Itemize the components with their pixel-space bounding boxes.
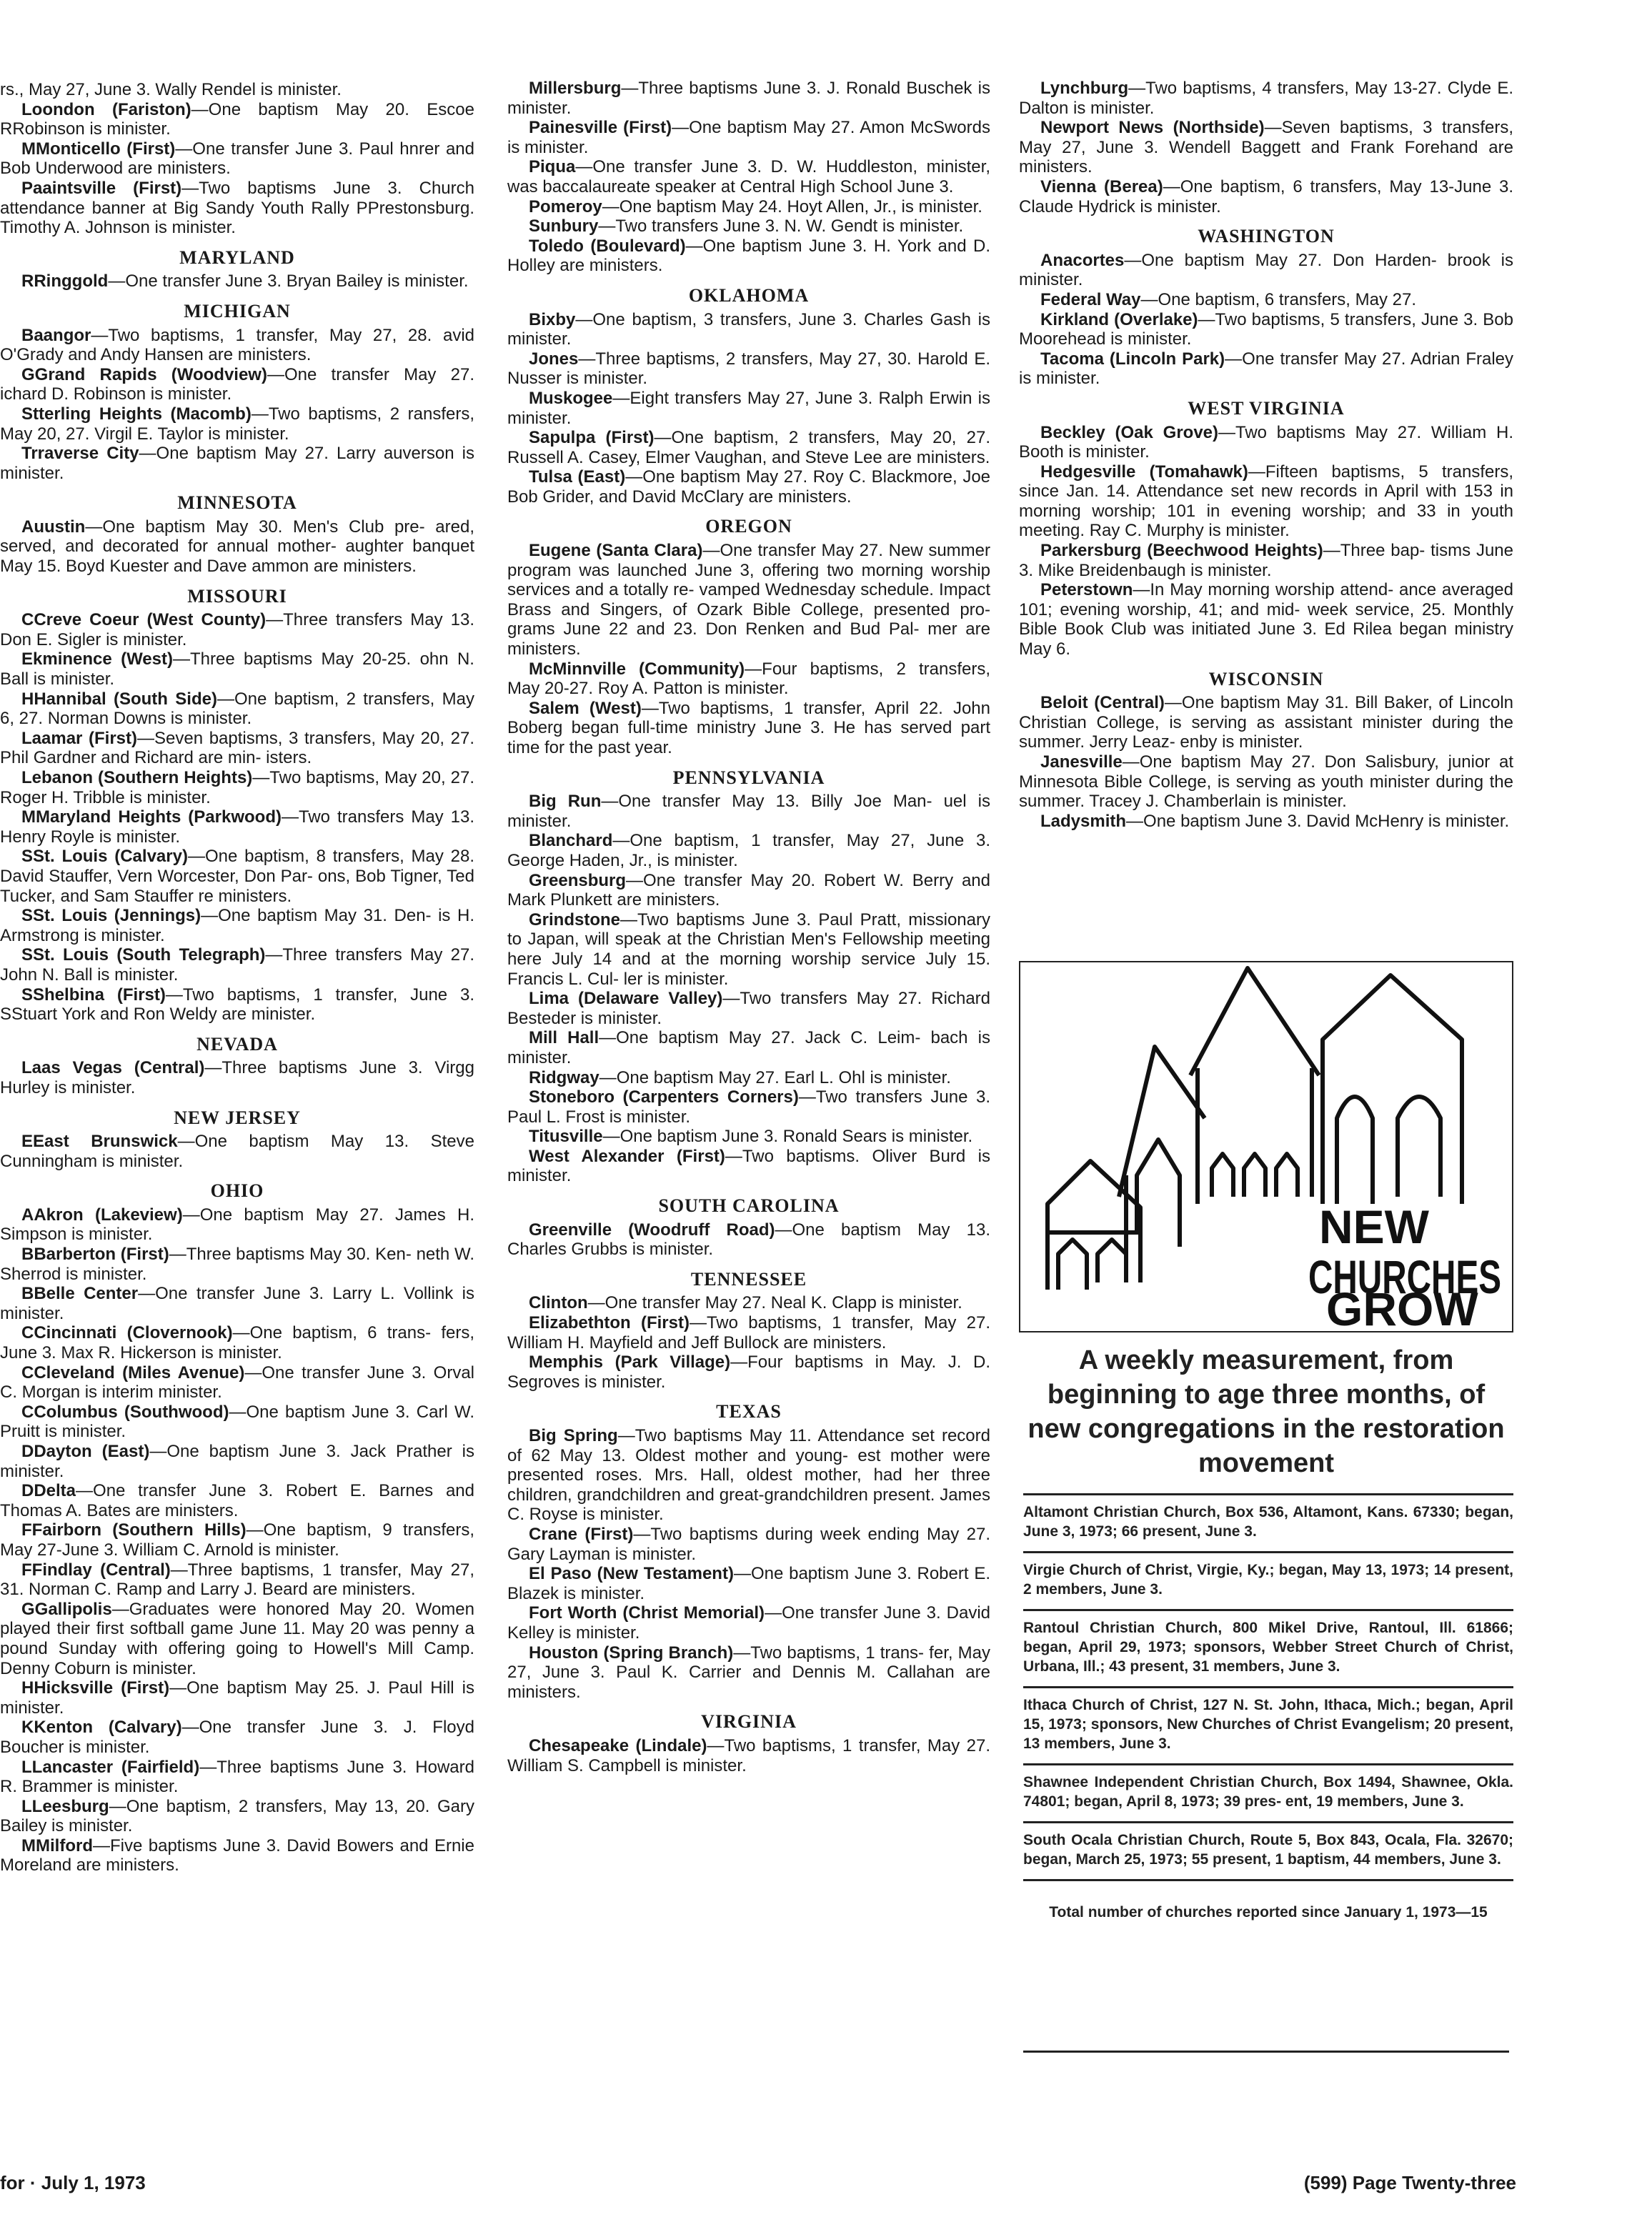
church-report [1019, 580, 1513, 659]
report-text: —One baptism June 3. Carl W. Pruitt is minister. [0, 1402, 474, 1442]
report-text: —One baptism, 6 trans- fers, June 3. Max R. Hickerson is minister. [0, 1323, 475, 1363]
church-report [507, 1087, 990, 1127]
church-name: DDelta [21, 1481, 76, 1501]
church-report [1019, 251, 1513, 290]
church-report [0, 1836, 474, 1875]
church-name: Ekminence (West) [21, 649, 173, 669]
church-report [0, 1363, 474, 1403]
church-report [0, 610, 474, 649]
church-name: Ridgway [529, 1067, 599, 1087]
report-text: —Graduates were honored May 20. Women played their first softball game June 11. May 20 was penny a pound Sunday with offering going to Howell's Mill Camp. Denny Coburn is minister. [0, 1599, 474, 1678]
report-text: —One baptism June 3. David McHenry is minister. [1126, 811, 1510, 831]
state-heading: TENNESSEE [690, 1268, 807, 1290]
state-heading: OHIO [210, 1180, 264, 1202]
report-text: —Three baptisms, 1 transfer, May 27, 31. Norman C. Ramp and Larry J. Beard are ministers. [0, 1560, 474, 1600]
listing-item: Virgie Church of Christ, Virgie, Ky.; began, May 13, 1973; 14 present, 2 members, June 3. [1023, 1551, 1513, 1609]
graphic-text-grow: GROW [1326, 1282, 1478, 1332]
church-name: SShelbina (First) [21, 985, 166, 1005]
church-name: Sapulpa (First) [529, 428, 655, 448]
church-name: Pomeroy [529, 196, 602, 216]
report-text: —Two baptisms, 2 ransfers, May 20, 27. Virgil E. Taylor is minister. [0, 404, 475, 444]
report-text: —One baptism May 27. Jack C. Leim- bach is minister. [507, 1028, 990, 1067]
church-report [0, 1284, 474, 1323]
church-report [0, 1678, 474, 1718]
report-text: —Three transfers May 13. Don E. Sigler is minister. [0, 610, 475, 649]
church-report [0, 1520, 474, 1560]
church-report [1019, 79, 1513, 118]
church-report [0, 1245, 474, 1284]
report-text: —Two baptisms, 5 transfers, June 3. Bob Moorehead is minister. [1019, 309, 1513, 349]
church-name: West Alexander (First) [529, 1146, 725, 1166]
report-text: —One transfer May 27. New summer program was launched June 3, offering two morning worship services and a totally re- vamped Wednesday schedule. Impact Brass and Singers, of Ozark Bible College, presented pro- grams June 22 and 23. Don Renken and Bud Pal- mer are ministers. [507, 541, 990, 659]
church-name: Muskogee [529, 388, 613, 408]
church-name: Fort Worth (Christ Memorial) [529, 1603, 765, 1623]
church-name: Painesville (First) [529, 118, 672, 138]
church-name: Beloit (Central) [1040, 693, 1165, 713]
report-text: —One baptism May 30. Men's Club pre- ared, served, and decorated for annual mother- aughter banquet May 15. Boyd Kuester and Dave ammon are ministers. [0, 517, 474, 577]
church-report [507, 659, 990, 699]
church-report [0, 1403, 474, 1442]
church-report [0, 1058, 474, 1097]
report-text: —Fifteen baptisms, 5 transfers, since Jan. 14. Attendance set new records in April with 153 in morning worship; 101 in evening worship; and 33 in youth meeting. Ray C. Murphy is minister. [1019, 462, 1513, 541]
report-text: —One baptism May 25. J. Paul Hill is minister. [0, 1678, 474, 1718]
church-report [0, 649, 474, 689]
church-name: Laamar (First) [21, 728, 138, 748]
column-middle [507, 79, 990, 1775]
report-text: —Two baptisms May 27. William H. Booth is minister. [1019, 422, 1513, 462]
report-text: —One baptism June 3. H. York and D. Holley are ministers. [507, 236, 990, 276]
church-name: Eugene (Santa Clara) [529, 541, 703, 561]
report-text: —Two transfers May 27. Richard Besteder is minister. [507, 989, 991, 1028]
state-heading: PENNSYLVANIA [672, 767, 825, 788]
report-text: —One transfer May 13. Billy Joe Man- uel is minister. [507, 792, 990, 831]
church-name: CCincinnati (Clovernook) [21, 1323, 233, 1343]
church-report [0, 768, 474, 807]
church-report [0, 1560, 474, 1600]
church-report [0, 985, 474, 1025]
church-name: LLeesburg [21, 1796, 109, 1816]
state-heading: NEW JERSEY [174, 1107, 301, 1128]
report-text: —One transfer May 27. Neal K. Clapp is minister. [587, 1293, 962, 1313]
church-report [507, 236, 990, 276]
report-text: —In May morning worship attend- ance averaged 101; evening worship, 41; and mid- week service, 25. Monthly Bible Book Club was initiated June 3. Ed Rilea began ministry May 6. [1019, 580, 1513, 659]
report-text: —One baptism, 6 transfers, May 27. [1140, 289, 1416, 309]
graphic-text-new: NEW [1319, 1200, 1429, 1253]
church-report [507, 389, 990, 428]
church-name: Chesapeake (Lindale) [529, 1735, 707, 1755]
state-heading: VIRGINIA [701, 1711, 797, 1733]
church-report [507, 792, 990, 831]
church-name: Houston (Spring Branch) [529, 1643, 734, 1663]
report-text: —Two baptisms during week ending May 27. Gary Layman is minister. [507, 1524, 991, 1564]
report-text: —Two baptisms May 11. Attendance set record of 62 May 13. Oldest mother and young- est mother were presented roses. Mrs. Hall, oldest mother, had her three children, grandchildren and great-grandchildren present. James C. Royse is minister. [507, 1426, 990, 1525]
church-report [507, 871, 990, 910]
report-text: —One transfer June 3. David Kelley is minister. [507, 1603, 990, 1643]
church-report [0, 1797, 474, 1836]
church-name: Lynchburg [1040, 79, 1129, 98]
report-text: —Two baptisms June 3. Church attendance banner at Big Sandy Youth Rally PPrestonsburg. Timothy A. Johnson is minister. [0, 178, 474, 238]
church-name: MMaryland Heights (Parkwood) [21, 807, 282, 827]
report-text: —One baptism May 27. Roy C. Blackmore, Joe Bob Grider, and David McClary are ministers. [507, 467, 991, 507]
report-text: —One transfer May 20. Robert W. Berry and Mark Plunkett are ministers. [507, 870, 990, 910]
report-text: —One baptism June 3. Jack Prather is minister. [0, 1442, 474, 1481]
church-name: Vienna (Berea) [1040, 176, 1163, 196]
church-name: Titusville [529, 1127, 603, 1147]
church-name: CCreve Coeur (West County) [21, 610, 267, 630]
church-name: Piqua [529, 157, 576, 177]
report-text: —One baptism, 8 transfers, May 28. David Stauffer, Vern Worcester, Don Par- ons, Bob Tigner, Ted Tucker, and Sam Stauffer re ministers. [0, 847, 474, 906]
church-report [507, 1564, 990, 1603]
report-text: —Seven baptisms, 3 transfers, May 20, 27. Phil Gardner and Richard are min- isters. [0, 728, 474, 768]
church-report [0, 1718, 474, 1757]
church-name: Tacoma (Lincoln Park) [1040, 349, 1225, 369]
new-churches-grow-illustration [1019, 961, 1513, 1332]
church-report [507, 1736, 990, 1775]
church-name: SSt. Louis (Calvary) [21, 847, 188, 867]
report-text: —One baptism June 3. Ronald Sears is minister. [602, 1127, 973, 1147]
church-report [0, 271, 474, 292]
report-text: —One baptism May 31. Bill Baker, of Lincoln Christian College, is serving as assistant minister during the summer. Jerry Leaz- enby is minister. [1019, 693, 1514, 752]
church-name: Anacortes [1040, 250, 1125, 270]
state-heading: TEXAS [716, 1401, 782, 1423]
church-report [507, 428, 990, 467]
church-name: Loondon (Fariston) [21, 99, 191, 119]
church-report [1019, 349, 1513, 389]
report-text: —Two baptisms, 1 transfer, June 3. SStuart York and Ron Weldy are minister. [0, 985, 475, 1025]
report-text: —Two transfers June 3. N. W. Gendt is minister. [598, 216, 964, 236]
church-name: Greenville (Woodruff Road) [529, 1220, 775, 1240]
church-report [507, 1068, 990, 1088]
church-name: MMonticello (First) [21, 139, 176, 159]
church-report [1019, 310, 1513, 349]
report-text: —Two baptisms, 1 trans- fer, May 27, June 3. Paul K. Carrier and Dennis M. Callahan are ministers. [507, 1643, 990, 1702]
report-text: —Three baptisms June 3. J. Ronald Buschek is minister. [507, 79, 990, 118]
church-name: Parkersburg (Beechwood Heights) [1040, 541, 1323, 561]
state-heading: MICHIGAN [184, 300, 291, 322]
report-text: —One transfer June 3. Bryan Bailey is minister. [108, 271, 469, 292]
report-text: —Three transfers May 27. John N. Ball is minister. [0, 945, 474, 985]
state-heading: MISSOURI [187, 585, 287, 607]
report-text: —One baptism, 2 transfers, May 6, 27. Norman Downs is minister. [0, 689, 474, 729]
church-name: Federal Way [1040, 289, 1141, 309]
report-text: —Seven baptisms, 3 transfers, May 27, June 3. Wendell Baggett and Frank Forehand are ministers. [1019, 118, 1513, 177]
report-text: —Two baptisms, 1 transfer, May 27. William H. Mayfield and Jeff Bullock are ministers. [507, 1313, 990, 1352]
church-name: Mill Hall [529, 1028, 599, 1048]
church-report [507, 197, 990, 217]
church-report [507, 310, 990, 349]
report-text: —One transfer May 27. Adrian Fraley is minister. [1019, 349, 1514, 389]
report-text: —One baptism May 27. Amon McSwords is minister. [507, 118, 990, 157]
column-right [1019, 79, 1513, 831]
church-name: Janesville [1040, 752, 1123, 772]
state-heading: NEVADA [196, 1033, 278, 1055]
report-text: —One baptism May 27. Larry auverson is minister. [0, 444, 474, 483]
church-report [507, 699, 990, 758]
church-name: LLancaster (Fairfield) [21, 1757, 200, 1777]
new-church-listings [1023, 1493, 1513, 1922]
church-name: Memphis (Park Village) [529, 1352, 731, 1372]
state-heading: OKLAHOMA [688, 284, 810, 306]
church-name: Stoneboro (Carpenters Corners) [529, 1087, 799, 1107]
church-report [0, 179, 474, 238]
church-name: Bixby [529, 309, 576, 329]
report-text: —One baptism, 3 transfers, June 3. Charles Gash is minister. [507, 309, 990, 349]
church-report [1019, 118, 1513, 177]
report-text: —Two transfers June 3. Paul L. Frost is minister. [507, 1087, 990, 1127]
new-churches-tagline: A weekly measurement, from beginning to age three months, of new congregations in the restoration movement [1027, 1345, 1505, 1478]
report-text: —Three baptisms May 30. Ken- neth W. Sherrod is minister. [0, 1245, 475, 1284]
church-report [0, 1205, 474, 1245]
church-report [0, 1600, 474, 1678]
report-text: —Two baptisms, 1 transfer, April 22. John Boberg began full-time ministry June 3. He has served part time for the past year. [507, 698, 990, 757]
report-text: —Three baptisms June 3. Howard R. Brammer is minister. [0, 1757, 474, 1797]
church-name: Big Spring [529, 1426, 618, 1445]
church-name: Jones [529, 349, 579, 369]
church-report [507, 831, 990, 870]
church-name: Paaintsville (First) [21, 178, 182, 198]
church-report [0, 847, 474, 906]
report-text: —One transfer May 27. ichard D. Robinson is minister. [0, 364, 474, 404]
state-heading: WISCONSIN [1208, 668, 1324, 689]
state-heading: WASHINGTON [1198, 226, 1335, 247]
report-text: —Two baptisms, 1 transfer, May 27. William S. Campbell is minister. [507, 1735, 991, 1775]
church-name: El Paso (New Testament) [529, 1564, 734, 1584]
church-name: Peterstown [1040, 580, 1133, 600]
church-name: Baangor [21, 325, 91, 345]
report-text: —Three baptisms June 3. Virgg Hurley is minister. [0, 1058, 474, 1097]
church-name: Grindstone [529, 910, 621, 930]
church-report [0, 729, 474, 768]
church-name: Clinton [529, 1293, 588, 1313]
church-name: Millersburg [529, 79, 622, 98]
church-name: Lebanon (Southern Heights) [21, 768, 253, 787]
church-report [1019, 177, 1513, 216]
report-text: —One baptism May 13. Charles Grubbs is minister. [507, 1220, 990, 1260]
church-name: Newport News (Northside) [1040, 118, 1265, 138]
church-name: CColumbus (Southwood) [21, 1402, 229, 1422]
report-text: —Two baptisms, May 20, 27. Roger H. Tribble is minister. [0, 768, 474, 807]
church-report [0, 1481, 474, 1520]
report-text: —One baptism May 24. Hoyt Allen, Jr., is minister. [602, 196, 982, 216]
church-name: Laas Vegas (Central) [21, 1058, 205, 1078]
state-heading: OREGON [705, 516, 792, 537]
church-name: DDayton (East) [21, 1442, 150, 1461]
report-text: —One baptism June 3. Robert E. Blazek is minister. [507, 1564, 990, 1603]
church-report [0, 326, 474, 365]
church-report [0, 689, 474, 729]
footer-date: for · July 1, 1973 [0, 2172, 146, 2193]
church-report [507, 349, 990, 389]
church-report [507, 79, 990, 118]
church-name: Sunbury [529, 216, 599, 236]
report-text: —Eight transfers May 27, June 3. Ralph Erwin is minister. [507, 388, 990, 428]
church-name: Tulsa (East) [529, 467, 626, 487]
report-text: —One baptism May 27. James H. Simpson is minister. [0, 1205, 474, 1245]
church-report [507, 989, 990, 1028]
listing-item: Ithaca Church of Christ, 127 N. St. John, Ithaca, Mich.; began, April 15, 1973; sponsors, New Churches of Christ Evangelism; 20 present, 13 members, June 3. [1023, 1686, 1513, 1763]
church-name: Trraverse City [21, 444, 139, 464]
church-name: GGallipolis [21, 1599, 112, 1619]
church-name: Big Run [529, 792, 602, 812]
church-report [0, 807, 474, 847]
report-text: —One transfer June 3. Robert E. Barnes and Thomas A. Bates are ministers. [0, 1481, 474, 1520]
church-report [507, 1426, 990, 1525]
church-name: BBelle Center [21, 1284, 139, 1304]
report-text: —One transfer June 3. Orval C. Morgan is interim minister. [0, 1362, 475, 1403]
report-text: —One baptism May 27. Earl L. Ohl is minister. [599, 1067, 951, 1087]
report-text: —Five baptisms June 3. David Bowers and Ernie Moreland are ministers. [0, 1835, 474, 1875]
church-name: Stterling Heights (Macomb) [21, 404, 252, 424]
state-heading: WEST VIRGINIA [1188, 397, 1345, 419]
church-report [0, 444, 474, 483]
church-report [507, 1220, 990, 1260]
report-text: —One baptism May 13. Steve Cunningham is minister. [0, 1132, 474, 1171]
church-name: Lima (Delaware Valley) [529, 989, 723, 1009]
church-report [0, 1758, 474, 1797]
church-name: HHannibal (South Side) [21, 689, 217, 709]
state-heading: SOUTH CAROLINA [658, 1195, 840, 1217]
report-text: —One transfer June 3. J. Floyd Boucher is minister. [0, 1718, 474, 1757]
report-text: —One baptism May 20. Escoe RRobinson is minister. [0, 99, 474, 139]
report-text: —One baptism May 27. Don Harden- brook is minister. [1019, 250, 1513, 290]
church-report [507, 118, 990, 157]
church-name: Elizabethton (First) [529, 1313, 690, 1333]
church-name: CCleveland (Miles Avenue) [21, 1362, 245, 1382]
church-report [1019, 423, 1513, 462]
church-name: McMinnville (Community) [529, 659, 745, 679]
church-report [507, 541, 990, 659]
church-name: Salem (West) [529, 698, 642, 718]
church-report [1019, 541, 1513, 580]
church-name: SSt. Louis (South Telegraph) [21, 945, 266, 965]
report-text: —One baptism, 1 transfer, May 27, June 3. George Haden, Jr., is minister. [507, 831, 990, 870]
church-report [507, 467, 990, 507]
church-report [0, 139, 474, 179]
church-name: Auustin [21, 517, 86, 537]
church-name: Greensburg [529, 870, 627, 890]
graphic-text-churches: CHURCHES [1308, 1250, 1501, 1303]
church-report [507, 1147, 990, 1186]
report-text: —One baptism May 31. Den- is H. Armstrong is minister. [0, 906, 474, 945]
church-report [1019, 693, 1513, 752]
church-report [507, 1313, 990, 1352]
listing-item: Shawnee Independent Christian Church, Box 1494, Shawnee, Okla. 74801; began, April 8, 1973; 39 pres- ent, 19 members, June 3. [1023, 1763, 1513, 1821]
report-text: —Four baptisms, 2 transfers, May 20-27. Roy A. Patton is minister. [507, 659, 991, 699]
church-name: FFairborn (Southern Hills) [21, 1520, 247, 1540]
total-churches: Total number of churches reported since January 1, 1973—15 [1023, 1879, 1513, 1922]
report-text: —Four baptisms in May. J. D. Segroves is minister. [507, 1352, 991, 1392]
report-text: —Three baptisms May 20-25. ohn N. Ball is minister. [0, 649, 474, 689]
church-report [507, 1293, 990, 1313]
state-heading: MARYLAND [179, 246, 295, 268]
footer-page-number: (599) Page Twenty-three [1303, 2172, 1516, 2193]
church-report [0, 365, 474, 404]
church-report [0, 945, 474, 985]
church-report [1019, 752, 1513, 812]
report-text: —One baptism, 6 transfers, May 13-June 3. Claude Hydrick is minister. [1019, 176, 1513, 216]
church-name: KKenton (Calvary) [21, 1718, 182, 1738]
church-report [0, 1132, 474, 1171]
church-name: Crane (First) [529, 1524, 634, 1544]
report-text: —One transfer June 3. Paul hnrer and Bob Underwood are ministers. [0, 139, 474, 179]
church-report [1019, 462, 1513, 541]
church-report [507, 1352, 990, 1392]
report-text: —Two baptisms, 1 transfer, May 27, 28. avid O'Grady and Andy Hansen are ministers. [0, 325, 474, 365]
report-text: —One transfer June 3. Larry L. Vollink is minister. [0, 1284, 474, 1323]
church-name: Blanchard [529, 831, 613, 851]
church-name: AAkron (Lakeview) [21, 1205, 183, 1225]
church-report [0, 517, 474, 577]
report-continuation: rs., May 27, June 3. Wally Rendel is minister. [0, 80, 342, 99]
report-text: —One baptism, 9 transfers, May 27-June 3. William C. Arnold is minister. [0, 1520, 475, 1560]
report-text: —Three baptisms, 2 transfers, May 27, 30. Harold E. Nusser is minister. [507, 349, 990, 389]
church-name: FFindlay (Central) [21, 1560, 171, 1580]
church-name: MMilford [21, 1835, 93, 1855]
church-report [0, 1442, 474, 1481]
church-name: Toledo (Boulevard) [529, 236, 686, 256]
church-name: HHicksville (First) [21, 1678, 170, 1698]
church-name: EEast Brunswick [21, 1132, 178, 1152]
church-report [507, 1028, 990, 1067]
church-name: RRinggold [21, 271, 109, 292]
church-report [507, 1525, 990, 1564]
report-text: —Two baptisms. Oliver Burd is minister. [507, 1146, 990, 1186]
church-report [1019, 290, 1513, 310]
church-name: SSt. Louis (Jennings) [21, 906, 201, 926]
church-report [0, 404, 474, 444]
church-report [1019, 812, 1513, 832]
state-heading: MINNESOTA [177, 492, 297, 514]
church-name: BBarberton (First) [21, 1245, 169, 1265]
church-report [507, 1127, 990, 1147]
church-report [507, 157, 990, 196]
listing-item: Altamont Christian Church, Box 536, Altamont, Kans. 67330; began, June 3, 1973; 66 present, June 3. [1023, 1493, 1513, 1551]
report-text: —Two baptisms, 4 transfers, May 13-27. Clyde E. Dalton is minister. [1019, 79, 1513, 118]
church-report [507, 216, 990, 236]
church-name: Ladysmith [1040, 811, 1127, 831]
column-left [0, 80, 474, 1875]
church-report [507, 1603, 990, 1643]
church-report [0, 100, 474, 139]
church-report [0, 1323, 474, 1362]
report-text: —One baptism May 27. Don Salisbury, junior at Minnesota Bible College, is serving as youth minister during the summer. Tracey J. Chamberlain is minister. [1019, 752, 1513, 812]
report-text: —Three bap- tisms June 3. Mike Breidenbaugh is minister. [1019, 541, 1513, 580]
report-text: —One baptism, 2 transfers, May 13, 20. Gary Bailey is minister. [0, 1796, 474, 1836]
church-report [0, 906, 474, 945]
report-text: —Two baptisms June 3. Paul Pratt, missionary to Japan, will speak at the Christian Men's Fellowship meeting here July 14 and at the morning worship service July 15. Francis L. Cul- ler is minister. [507, 910, 990, 989]
church-name: Beckley (Oak Grove) [1040, 422, 1219, 442]
bottom-rule [1023, 2051, 1509, 2053]
church-report [507, 910, 990, 989]
church-name: Hedgesville (Tomahawk) [1040, 462, 1248, 482]
report-text: —One baptism, 2 transfers, May 20, 27. Russell A. Casey, Elmer Vaughan, and Steve Lee are ministers. [507, 428, 990, 467]
church-report [507, 1643, 990, 1703]
report-text: —Two transfers May 13. Henry Royle is minister. [0, 807, 475, 847]
listing-item: South Ocala Christian Church, Route 5, Box 843, Ocala, Fla. 32670; began, March 25, 1973; 55 present, 1 baptism, 44 members, June 3. [1023, 1821, 1513, 1879]
church-name: Kirkland (Overlake) [1040, 309, 1198, 329]
report-text: —One transfer June 3. D. W. Huddleston, minister, was baccalaureate speaker at Central High School June 3. [507, 157, 990, 196]
church-name: GGrand Rapids (Woodview) [21, 364, 267, 384]
listing-item: Rantoul Christian Church, 800 Mikel Drive, Rantoul, Ill. 61866; began, April 29, 1973; sponsors, Webber Street Church of Christ, Urbana, Ill.; 43 present, 31 members, June 3. [1023, 1609, 1513, 1686]
